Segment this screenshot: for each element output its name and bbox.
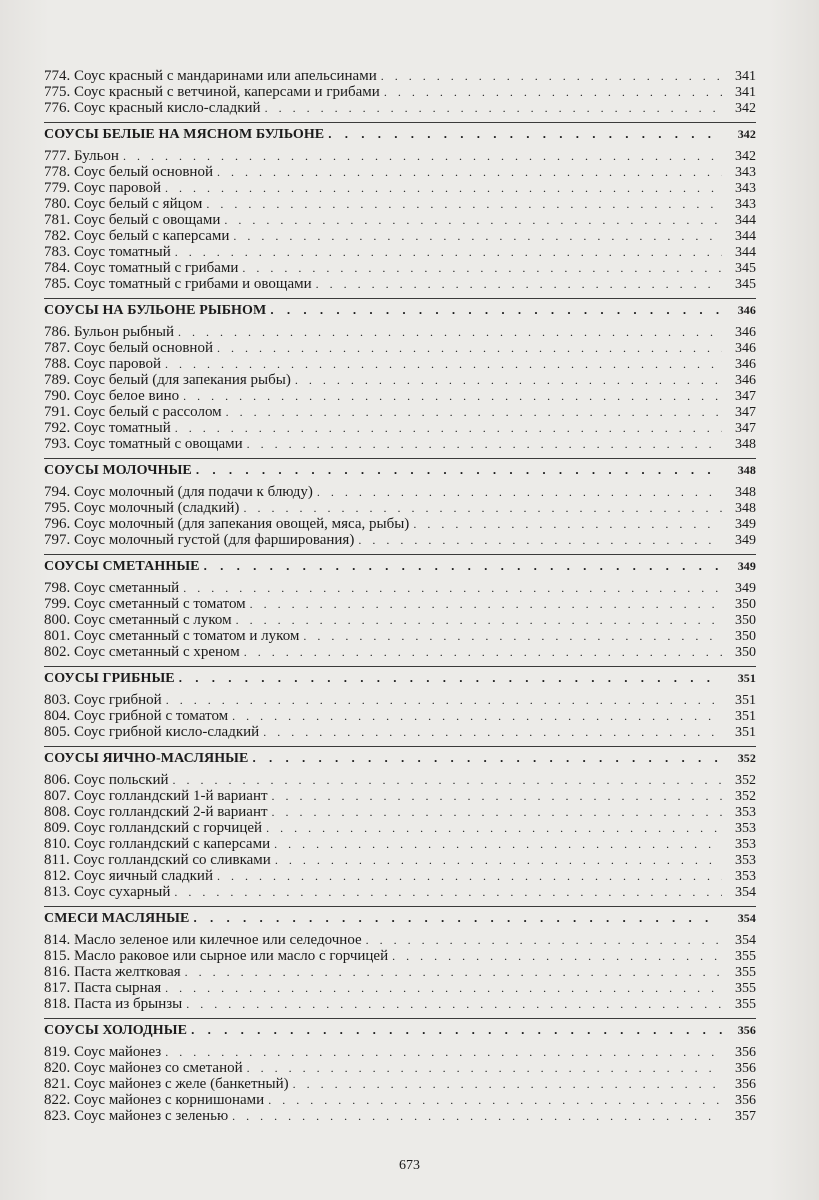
dot-leader (303, 628, 722, 644)
dot-leader (243, 500, 722, 516)
section-heading-page: 351 (737, 671, 756, 685)
toc-entry[interactable] (44, 948, 756, 964)
section-heading (44, 459, 756, 484)
toc-entry-label: 822. Соус майонез с корнишонами (44, 1092, 265, 1108)
toc-entry-page: 345 (735, 261, 756, 276)
toc-section (44, 906, 756, 1018)
toc-entry-page: 341 (735, 85, 756, 100)
toc-entry-label: 784. Соус томатный с грибами (44, 260, 239, 276)
section-heading-label: СМЕСИ МАСЛЯНЫЕ (44, 911, 190, 926)
toc-entry[interactable] (44, 644, 756, 660)
toc-entry-page: 352 (735, 773, 756, 788)
section-heading-page: 349 (737, 559, 756, 573)
dot-leader (165, 1044, 722, 1060)
toc-entry[interactable] (44, 804, 756, 820)
toc-entry-page: 353 (735, 853, 756, 868)
dot-leader (191, 1022, 722, 1038)
dot-leader (272, 788, 722, 804)
toc-entry[interactable] (44, 772, 756, 788)
dot-leader (226, 404, 722, 420)
toc-entry[interactable] (44, 244, 756, 260)
toc-entry-page: 356 (735, 1077, 756, 1092)
dot-leader (384, 84, 722, 100)
toc-entry-label: 804. Соус грибной с томатом (44, 708, 229, 724)
dot-leader (268, 1092, 722, 1108)
section-heading-page: 342 (737, 127, 756, 141)
toc-section (44, 68, 756, 122)
toc-entry-label: 793. Соус томатный с овощами (44, 436, 243, 452)
toc-entry-page: 350 (735, 645, 756, 660)
dot-leader (274, 836, 722, 852)
toc-entry-page: 346 (735, 373, 756, 388)
dot-leader (224, 212, 722, 228)
toc-entry[interactable] (44, 212, 756, 228)
dot-leader (244, 644, 722, 660)
dot-leader (316, 276, 722, 292)
toc-entry[interactable] (44, 148, 756, 164)
toc-entry-label: 778. Соус белый основной (44, 164, 213, 180)
toc-entry-label: 792. Соус томатный (44, 420, 171, 436)
toc-entry-label: 810. Соус голландский с каперсами (44, 836, 271, 852)
toc-entry-page: 353 (735, 805, 756, 820)
toc-entry[interactable] (44, 228, 756, 244)
toc-section (44, 298, 756, 458)
dot-leader (217, 164, 722, 180)
toc-entry-label: 821. Соус майонез с желе (банкетный) (44, 1076, 289, 1092)
dot-leader (236, 612, 722, 628)
dot-leader (272, 804, 722, 820)
toc-entry[interactable] (44, 84, 756, 100)
toc-entry-page: 348 (735, 501, 756, 516)
toc-entry-label: 774. Соус красный с мандаринами или апельсинами (44, 68, 377, 84)
dot-leader (166, 692, 722, 708)
toc-entry-page: 348 (735, 437, 756, 452)
section-heading-label: СОУСЫ ХОЛОДНЫЕ (44, 1023, 188, 1038)
toc-entry[interactable] (44, 1076, 756, 1092)
section-heading-label: СОУСЫ НА БУЛЬОНЕ РЫБНОМ (44, 303, 267, 318)
toc-entry[interactable] (44, 964, 756, 980)
toc-entry-page: 344 (735, 229, 756, 244)
toc-entry[interactable] (44, 324, 756, 340)
toc-entry-label: 805. Соус грибной кисло-сладкий (44, 724, 260, 740)
toc-entry-page: 342 (735, 149, 756, 164)
toc-entry[interactable] (44, 1060, 756, 1076)
toc-entry-label: 790. Соус белое вино (44, 388, 180, 404)
toc-entry-label: 806. Соус польский (44, 772, 169, 788)
toc-entry-page: 349 (735, 581, 756, 596)
dot-leader (366, 932, 722, 948)
toc-entry-page: 355 (735, 997, 756, 1012)
toc-entry[interactable] (44, 996, 756, 1012)
dot-leader (175, 244, 722, 260)
toc-entry[interactable] (44, 692, 756, 708)
section-heading (44, 555, 756, 580)
toc-entry-label: 820. Соус майонез со сметаной (44, 1060, 243, 1076)
toc-entry-page: 341 (735, 69, 756, 84)
toc-entry-label: 794. Соус молочный (для подачи к блюду) (44, 484, 313, 500)
dot-leader (174, 884, 722, 900)
section-heading (44, 299, 756, 324)
dot-leader (270, 302, 722, 318)
toc-entry[interactable] (44, 788, 756, 804)
toc-entry[interactable] (44, 404, 756, 420)
toc-entry-label: 811. Соус голландский со сливками (44, 852, 271, 868)
section-heading (44, 123, 756, 148)
toc-entry-page: 355 (735, 981, 756, 996)
dot-leader (232, 708, 722, 724)
toc-entry[interactable] (44, 180, 756, 196)
dot-leader (165, 980, 722, 996)
toc-entry-page: 346 (735, 341, 756, 356)
dot-leader (293, 1076, 722, 1092)
toc-entry-page: 355 (735, 949, 756, 964)
toc-entry-page: 350 (735, 629, 756, 644)
dot-leader (196, 462, 722, 478)
dot-leader (265, 100, 722, 116)
toc-entry-label: 818. Паста из брынзы (44, 996, 183, 1012)
toc-entry-page: 353 (735, 837, 756, 852)
toc-entry[interactable] (44, 68, 756, 84)
toc-section (44, 458, 756, 554)
toc-section (44, 554, 756, 666)
toc-entry-page: 351 (735, 709, 756, 724)
toc-entry[interactable] (44, 724, 756, 740)
toc-entry-label: 799. Соус сметанный с томатом (44, 596, 246, 612)
dot-leader (217, 340, 722, 356)
toc-entry[interactable] (44, 484, 756, 500)
toc-entry-label: 779. Соус паровой (44, 180, 162, 196)
toc-entry-label: 789. Соус белый (для запекания рыбы) (44, 372, 291, 388)
dot-leader (185, 964, 722, 980)
dot-leader (242, 260, 722, 276)
toc-entry-label: 813. Соус сухарный (44, 884, 171, 900)
toc-entry-label: 815. Масло раковое или сырное или масло с горчицей (44, 948, 389, 964)
dot-leader (250, 596, 722, 612)
toc-entry[interactable] (44, 1044, 756, 1060)
dot-leader (178, 324, 722, 340)
toc-entry-page: 345 (735, 277, 756, 292)
toc-entry[interactable] (44, 516, 756, 532)
table-of-contents (44, 68, 756, 1130)
dot-leader (317, 484, 722, 500)
dot-leader (186, 996, 722, 1012)
toc-entry-page: 343 (735, 181, 756, 196)
toc-entry[interactable] (44, 820, 756, 836)
dot-leader (381, 68, 722, 84)
toc-entry[interactable] (44, 276, 756, 292)
section-heading-label: СОУСЫ СМЕТАННЫЕ (44, 559, 200, 574)
dot-leader (266, 820, 722, 836)
section-heading (44, 907, 756, 932)
toc-entry-label: 796. Соус молочный (для запекания овощей, мяса, рыбы) (44, 516, 410, 532)
toc-entry-page: 346 (735, 357, 756, 372)
toc-entry-label: 780. Соус белый с яйцом (44, 196, 203, 212)
dot-leader (179, 670, 722, 686)
toc-entry[interactable] (44, 628, 756, 644)
toc-entry-label: 816. Паста желтковая (44, 964, 181, 980)
section-heading-page: 354 (737, 911, 756, 925)
toc-entry[interactable] (44, 612, 756, 628)
toc-entry[interactable] (44, 1108, 756, 1124)
toc-entry-label: 823. Соус майонез с зеленью (44, 1108, 229, 1124)
toc-entry[interactable] (44, 708, 756, 724)
toc-entry-page: 349 (735, 533, 756, 548)
toc-entry[interactable] (44, 356, 756, 372)
toc-entry-label: 808. Соус голландский 2-й вариант (44, 804, 268, 820)
toc-entry-page: 351 (735, 693, 756, 708)
section-heading-label: СОУСЫ ГРИБНЫЕ (44, 671, 175, 686)
toc-entry[interactable] (44, 164, 756, 180)
toc-entry-label: 812. Соус яичный сладкий (44, 868, 213, 884)
toc-entry-page: 349 (735, 517, 756, 532)
toc-entry[interactable] (44, 420, 756, 436)
dot-leader (204, 558, 722, 574)
section-heading-label: СОУСЫ ЯИЧНО-МАСЛЯНЫЕ (44, 751, 249, 766)
toc-entry-label: 777. Бульон (44, 148, 119, 164)
dot-leader (263, 724, 722, 740)
toc-entry[interactable] (44, 532, 756, 548)
dot-leader (183, 388, 722, 404)
toc-entry-label: 782. Соус белый с каперсами (44, 228, 230, 244)
toc-entry-label: 775. Соус красный с ветчиной, каперсами и грибами (44, 84, 380, 100)
toc-entry-label: 786. Бульон рыбный (44, 324, 175, 340)
toc-entry-page: 353 (735, 821, 756, 836)
page-number: 673 (399, 1158, 420, 1173)
toc-entry-label: 788. Соус паровой (44, 356, 162, 372)
toc-entry[interactable] (44, 372, 756, 388)
toc-section (44, 1018, 756, 1130)
toc-entry-label: 781. Соус белый с овощами (44, 212, 221, 228)
toc-entry-label: 819. Соус майонез (44, 1044, 162, 1060)
toc-entry-label: 783. Соус томатный (44, 244, 171, 260)
section-heading-label: СОУСЫ МОЛОЧНЫЕ (44, 463, 192, 478)
dot-leader (165, 180, 722, 196)
toc-entry[interactable] (44, 836, 756, 852)
toc-entry[interactable] (44, 196, 756, 212)
toc-section (44, 666, 756, 746)
toc-entry-label: 809. Соус голландский с горчицей (44, 820, 263, 836)
dot-leader (247, 1060, 722, 1076)
toc-entry[interactable] (44, 100, 756, 116)
toc-entry-page: 347 (735, 389, 756, 404)
toc-entry-label: 814. Масло зеленое или килечное или селедочное (44, 932, 362, 948)
toc-entry-page: 356 (735, 1045, 756, 1060)
toc-entry-label: 807. Соус голландский 1-й вариант (44, 788, 268, 804)
toc-entry[interactable] (44, 980, 756, 996)
toc-entry[interactable] (44, 1092, 756, 1108)
toc-entry-label: 776. Соус красный кисло-сладкий (44, 100, 261, 116)
toc-entry-label: 817. Паста сырная (44, 980, 162, 996)
dot-leader (295, 372, 722, 388)
toc-entry-label: 802. Соус сметанный с хреном (44, 644, 240, 660)
toc-entry[interactable] (44, 260, 756, 276)
toc-entry-page: 347 (735, 421, 756, 436)
toc-entry-page: 354 (735, 885, 756, 900)
dot-leader (247, 436, 722, 452)
dot-leader (193, 910, 722, 926)
toc-entry-page: 357 (735, 1109, 756, 1124)
toc-entry-page: 350 (735, 613, 756, 628)
section-heading-label: СОУСЫ БЕЛЫЕ НА МЯСНОМ БУЛЬОНЕ (44, 127, 325, 142)
toc-entry[interactable] (44, 340, 756, 356)
toc-entry[interactable] (44, 868, 756, 884)
section-heading-page: 348 (737, 463, 756, 477)
section-heading (44, 667, 756, 692)
toc-entry-page: 343 (735, 165, 756, 180)
toc-entry-page: 355 (735, 965, 756, 980)
toc-entry-page: 354 (735, 933, 756, 948)
dot-leader (123, 148, 722, 164)
section-heading-page: 356 (737, 1023, 756, 1037)
section-heading-page: 346 (737, 303, 756, 317)
toc-entry-page: 352 (735, 789, 756, 804)
toc-section (44, 746, 756, 906)
toc-entry-label: 791. Соус белый с рассолом (44, 404, 222, 420)
toc-entry-page: 351 (735, 725, 756, 740)
toc-entry-label: 798. Соус сметанный (44, 580, 180, 596)
section-heading (44, 747, 756, 772)
dot-leader (358, 532, 722, 548)
toc-entry-page: 353 (735, 869, 756, 884)
dot-leader (413, 516, 722, 532)
toc-entry-label: 803. Соус грибной (44, 692, 162, 708)
toc-entry-page: 347 (735, 405, 756, 420)
toc-entry-page: 350 (735, 597, 756, 612)
dot-leader (392, 948, 722, 964)
dot-leader (217, 868, 722, 884)
toc-entry-label: 800. Соус сметанный с луком (44, 612, 232, 628)
section-spacer (44, 1124, 756, 1130)
dot-leader (232, 1108, 722, 1124)
toc-entry[interactable] (44, 596, 756, 612)
toc-section (44, 122, 756, 298)
toc-entry-label: 801. Соус сметанный с томатом и луком (44, 628, 300, 644)
dot-leader (233, 228, 722, 244)
dot-leader (175, 420, 722, 436)
toc-entry[interactable] (44, 932, 756, 948)
toc-entry-page: 356 (735, 1061, 756, 1076)
toc-entry[interactable] (44, 884, 756, 900)
dot-leader (252, 750, 722, 766)
toc-entry-page: 344 (735, 213, 756, 228)
dot-leader (183, 580, 722, 596)
toc-entry-page: 343 (735, 197, 756, 212)
toc-entry-page: 344 (735, 245, 756, 260)
dot-leader (328, 126, 722, 142)
toc-entry[interactable] (44, 388, 756, 404)
toc-entry-label: 795. Соус молочный (сладкий) (44, 500, 240, 516)
toc-entry-label: 785. Соус томатный с грибами и овощами (44, 276, 312, 292)
toc-entry-label: 787. Соус белый основной (44, 340, 213, 356)
dot-leader (165, 356, 722, 372)
toc-entry[interactable] (44, 436, 756, 452)
toc-entry[interactable] (44, 852, 756, 868)
toc-entry[interactable] (44, 580, 756, 596)
toc-entry-page: 356 (735, 1093, 756, 1108)
toc-entry[interactable] (44, 500, 756, 516)
section-heading-page: 352 (737, 751, 756, 765)
toc-entry-page: 348 (735, 485, 756, 500)
toc-entry-page: 342 (735, 101, 756, 116)
dot-leader (173, 772, 723, 788)
dot-leader (206, 196, 722, 212)
toc-entry-page: 346 (735, 325, 756, 340)
section-heading (44, 1019, 756, 1044)
dot-leader (275, 852, 722, 868)
toc-entry-label: 797. Соус молочный густой (для фарширования) (44, 532, 355, 548)
